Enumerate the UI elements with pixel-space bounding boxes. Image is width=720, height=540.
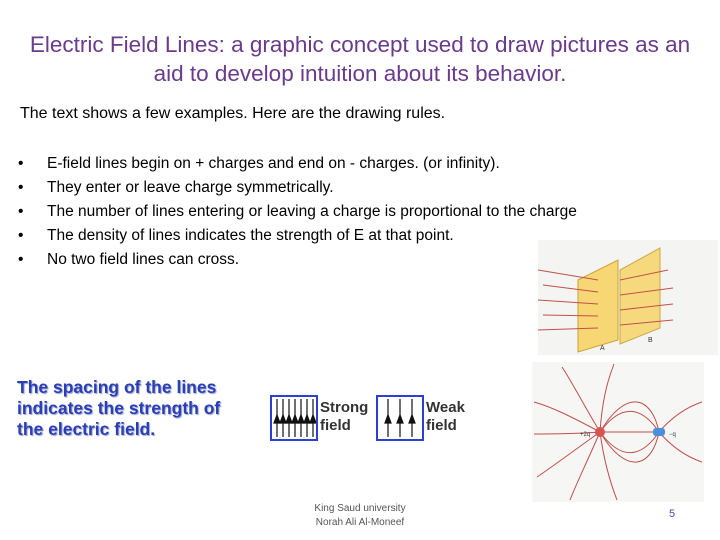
footer [300,502,420,530]
rule-text: No two field lines can cross. [47,251,240,268]
rule-text: The density of lines indicates the strength of E at that point. [47,227,454,244]
bullet-icon: • [18,179,24,196]
spacing-caption-line: The spacing of the lines [17,377,217,397]
footer-line: Norah Ali Al-Moneef [315,517,405,528]
bullet-icon: • [18,251,24,268]
spacing-caption [17,377,220,440]
bullet-icon: • [18,155,24,172]
rule-text: They enter or leave charge symmetrically. [47,179,334,196]
rule-text: E-field lines begin on + charges and end on - charges. (or infinity). [47,155,500,172]
list-item [18,224,577,248]
positive-charge-label: +2q [580,432,591,438]
bullet-icon: • [18,203,24,220]
slide-title: Electric Field Lines: a graphic concept used to draw pictures as an aid to develop intuition about its behavior. [29,32,691,86]
plate-b-label: B [648,337,653,344]
strong-label-line: field [320,417,351,434]
spacing-caption-line: indicates the strength of [17,398,221,418]
strong-field-lines-icon [272,397,316,439]
plate-a-label: A [600,345,605,352]
spacing-caption-line: the electric field. [17,419,156,439]
strong-field-label [320,399,368,435]
negative-charge-label: −q [669,432,676,438]
strong-field-box [270,395,318,441]
weak-field-lines-icon [378,397,422,439]
dipole-field-image [532,362,704,502]
list-item [18,152,577,176]
list-item [18,200,577,224]
rules-list [18,152,577,272]
list-item [18,176,577,200]
weak-field-label [426,399,465,435]
rule-text: The number of lines entering or leaving a charge is proportional to the charge [47,203,577,220]
intro-text: The text shows a few examples. Here are the drawing rules. [20,105,446,122]
page-number: 5 [668,508,676,520]
weak-label-line: Weak [426,399,465,416]
parallel-plates-image [538,240,718,355]
strong-label-line: Strong [320,399,369,416]
bullet-icon: • [18,227,24,244]
weak-field-box [376,395,424,441]
weak-label-line: field [426,417,457,434]
footer-line: King Saud university [314,503,406,514]
list-item [18,248,577,272]
